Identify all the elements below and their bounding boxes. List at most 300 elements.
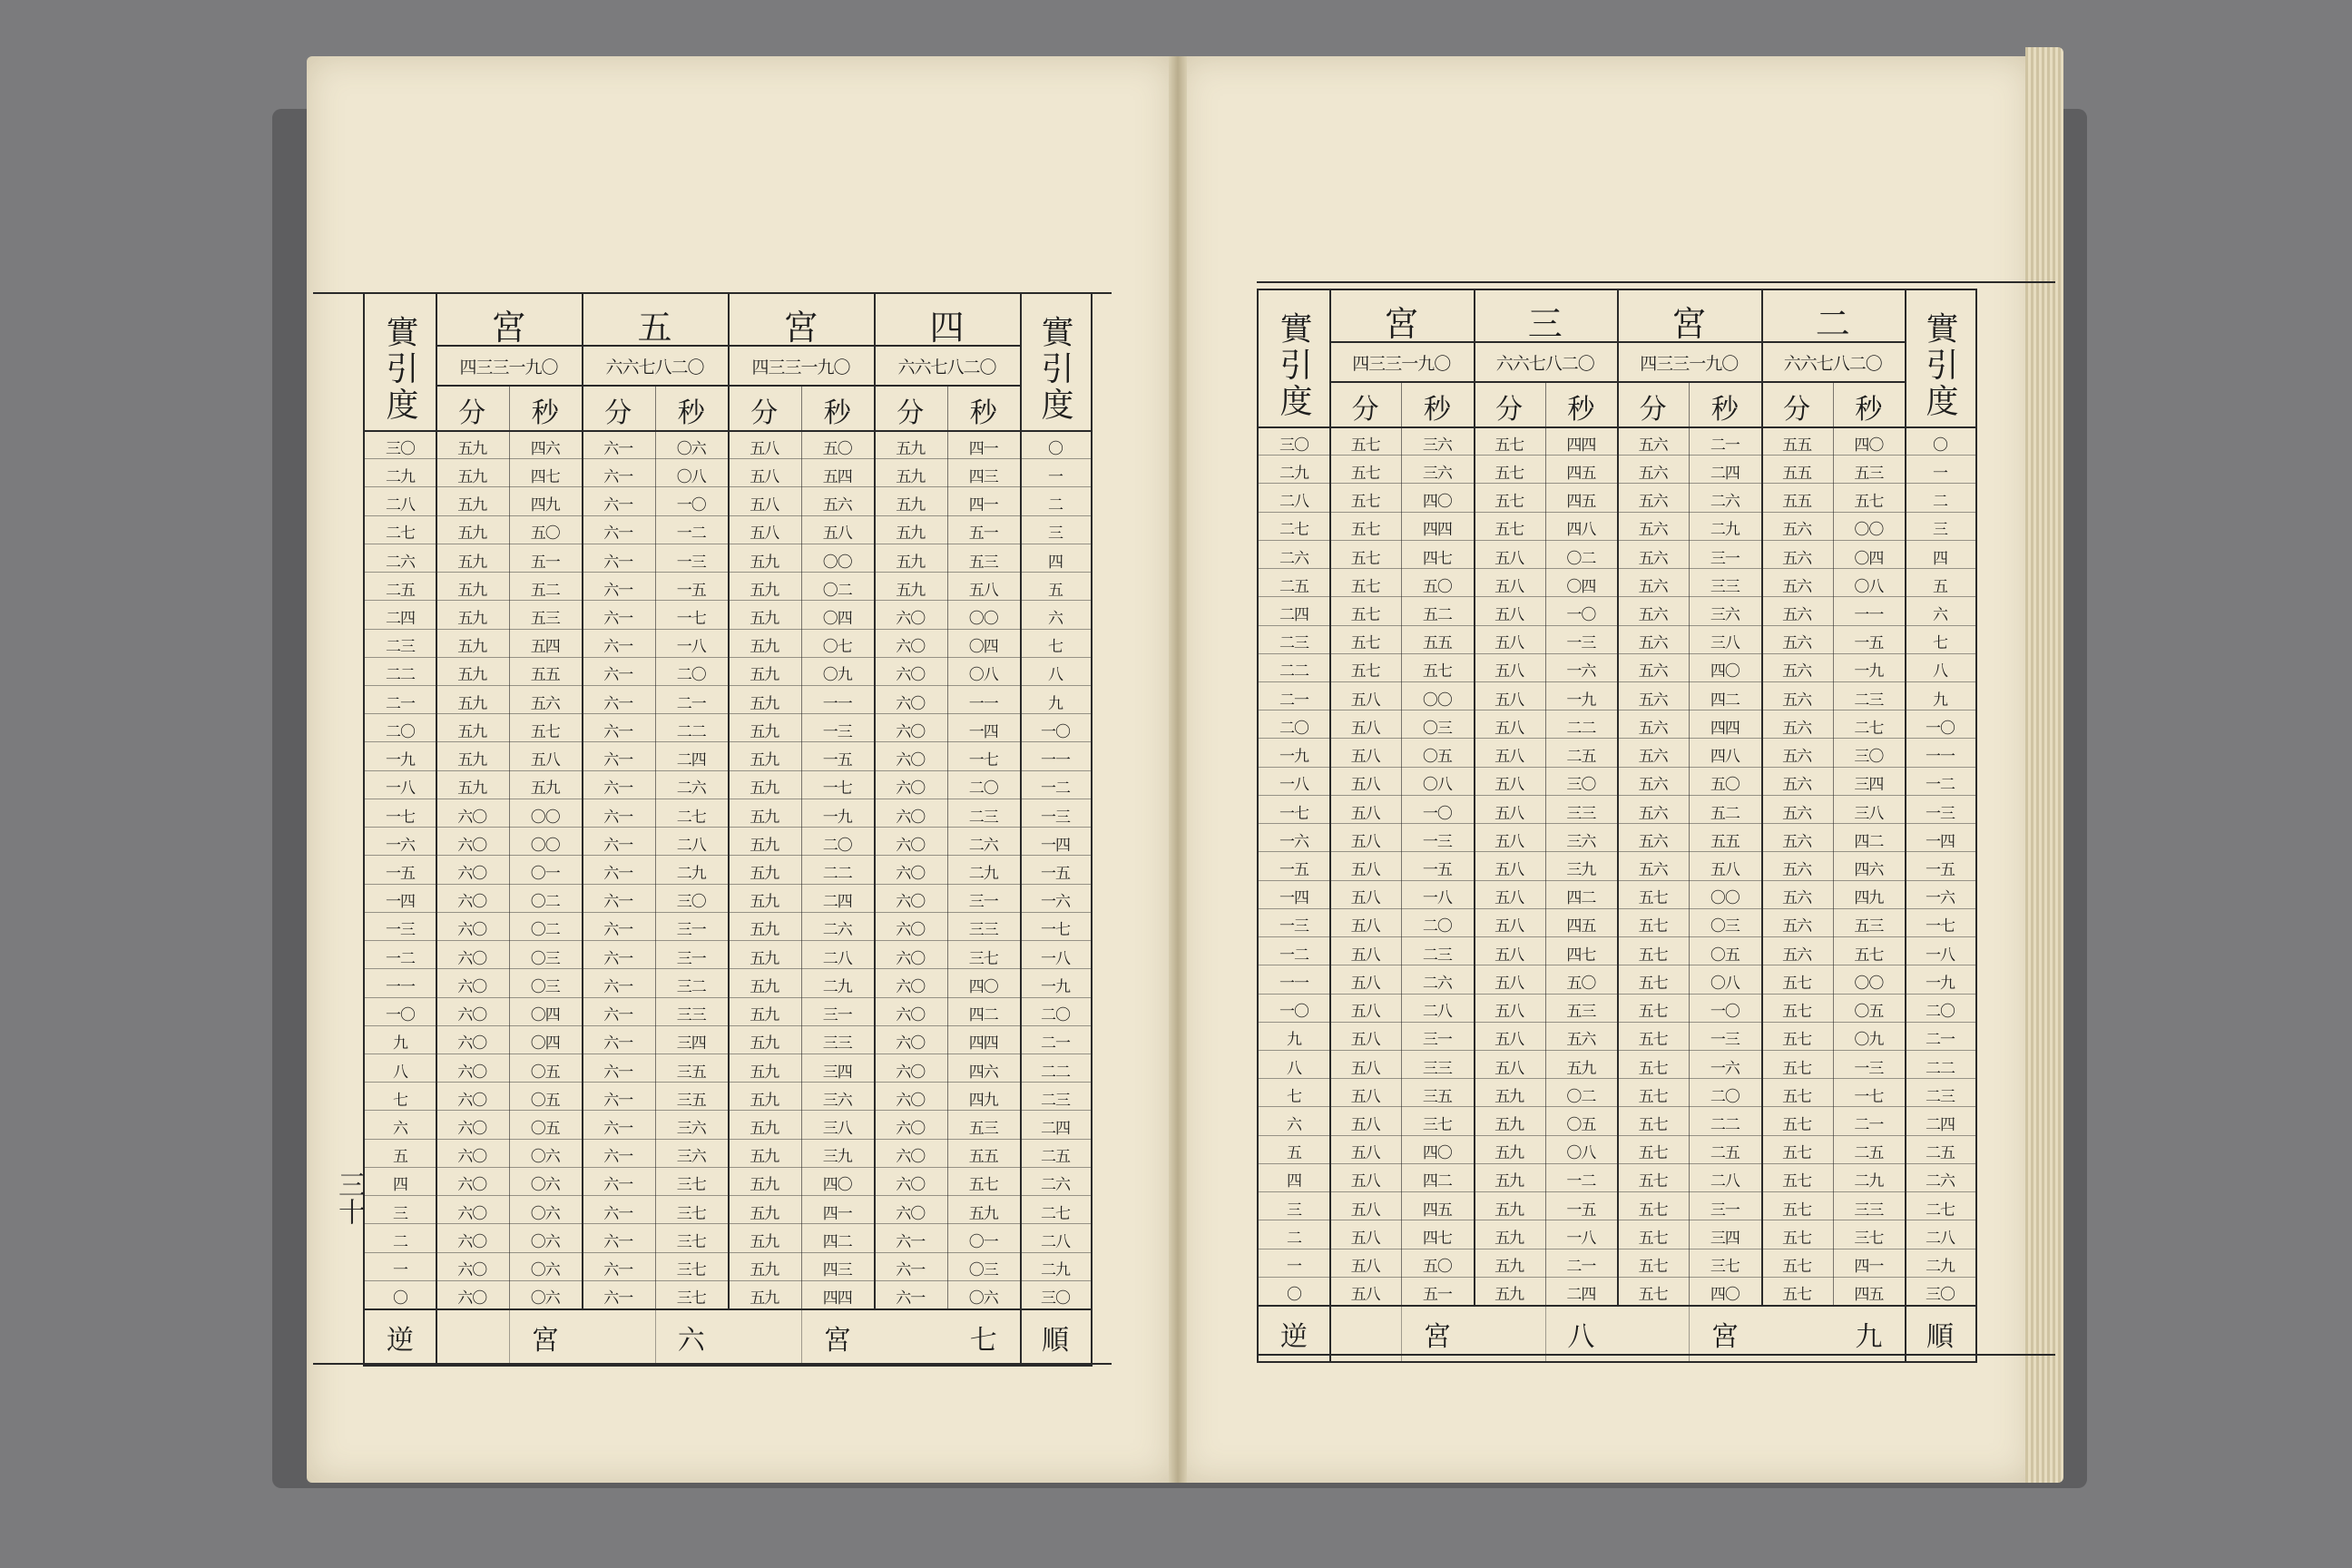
table-cell: 五七 <box>1782 1031 1812 1050</box>
table-cell-right-degree: 一六 <box>1926 889 1955 908</box>
table-cell-left-degree: 二〇 <box>386 722 415 741</box>
table-cell: 五八 <box>1350 1116 1380 1135</box>
table-cell-left-degree: 八 <box>393 1063 407 1082</box>
table-cell: 三三 <box>1854 1200 1884 1220</box>
table-cell: 五七 <box>1782 974 1812 993</box>
table-cell: 五九 <box>1494 1172 1524 1191</box>
table-cell: 〇五 <box>1854 1003 1884 1022</box>
table-cell: 五六 <box>1638 804 1668 823</box>
table-cell-right-degree: 二七 <box>1926 1200 1955 1220</box>
table-cell: 一七 <box>676 609 706 628</box>
table-cell: 二二 <box>1566 719 1596 738</box>
table-cell-left-degree: 二三 <box>386 638 415 657</box>
row-rule <box>365 515 1091 516</box>
table-cell: 五三 <box>530 609 560 628</box>
table-cell-left-degree: 一一 <box>386 977 415 996</box>
table-cell-right-degree: 八 <box>1933 662 1947 681</box>
table-cell-left-degree: 一一 <box>1279 974 1308 993</box>
table-cell: 四四 <box>1422 521 1452 540</box>
table-cell: 四二 <box>1566 889 1596 908</box>
table-cell: 二四 <box>1566 1286 1596 1305</box>
table-cell: 一〇 <box>676 496 706 515</box>
table-cell: 五九 <box>750 779 779 799</box>
row-rule <box>1259 512 1975 513</box>
table-cell: 五六 <box>1638 634 1668 653</box>
row-rule <box>365 486 1091 487</box>
table-cell: 五〇 <box>1710 776 1740 795</box>
table-cell: 二四 <box>822 893 852 912</box>
table-cell: 五八 <box>1350 804 1380 823</box>
table-cell: 五九 <box>750 865 779 883</box>
table-cell-left-degree: 四 <box>393 1176 407 1195</box>
table-cell: 五八 <box>1350 889 1380 908</box>
top-header-label: 宮 <box>491 308 526 348</box>
table-cell: 三六 <box>676 1148 706 1167</box>
table-cell: 五九 <box>1494 1087 1524 1106</box>
table-cell: 五七 <box>1782 1200 1812 1220</box>
footer-label: 八 <box>1567 1321 1595 1353</box>
row-rule <box>1259 738 1975 739</box>
footer-label: 六 <box>677 1325 705 1357</box>
table-cell: 五九 <box>457 694 487 713</box>
table-cell: 五七 <box>1638 917 1668 936</box>
table-cell-right-degree: 一七 <box>1041 921 1070 940</box>
table-cell: 五七 <box>1350 634 1380 653</box>
table-cell: 五七 <box>1638 1229 1668 1248</box>
table-cell: 〇八 <box>1422 776 1452 795</box>
table-cell: 〇五 <box>530 1120 560 1139</box>
book-gutter <box>1169 56 1187 1483</box>
table-cell-left-degree: 一三 <box>386 921 415 940</box>
table-cell-right-degree: 九 <box>1048 694 1063 713</box>
table-cell: 五八 <box>968 581 998 600</box>
row-rule <box>1259 653 1975 654</box>
table-cell-right-degree: 四 <box>1048 553 1063 572</box>
table-cell: 三七 <box>1422 1116 1452 1135</box>
table-cell: 五九 <box>457 751 487 770</box>
table-cell: 五七 <box>1638 889 1668 908</box>
table-cell-left-degree: 二九 <box>1279 464 1308 483</box>
table-cell: 六〇 <box>896 865 926 883</box>
table-cell-right-degree: 五 <box>1933 577 1947 596</box>
table-cell: 五八 <box>1494 634 1524 653</box>
table-cell: 五八 <box>1350 974 1380 993</box>
table-cell: 一三 <box>1566 634 1596 653</box>
table-cell: 一三 <box>1710 1031 1740 1050</box>
table-cell-right-degree: 二五 <box>1041 1148 1070 1167</box>
table-cell: 四一 <box>968 496 998 515</box>
table-cell-left-degree: 二四 <box>386 609 415 628</box>
table-cell-right-degree: 二 <box>1048 496 1063 515</box>
table-cell-right-degree: 三〇 <box>1041 1289 1070 1308</box>
table-cell: 五九 <box>457 722 487 741</box>
row-rule <box>1259 1163 1975 1164</box>
table-cell: 六〇 <box>457 836 487 855</box>
table-cell-left-degree: 八 <box>1287 1059 1301 1078</box>
table-cell: 五九 <box>750 638 779 657</box>
table-cell-right-degree: 二一 <box>1041 1034 1070 1054</box>
table-cell: 五六 <box>1638 748 1668 767</box>
row-rule <box>1259 1135 1975 1136</box>
table-cell-right-degree: 二二 <box>1041 1063 1070 1082</box>
row-rule <box>365 713 1091 714</box>
group-header: 六六七八二〇 <box>605 358 704 377</box>
table-cell: 五七 <box>1854 946 1884 965</box>
table-cell: 三六 <box>1710 605 1740 624</box>
table-cell: 五七 <box>1638 1116 1668 1135</box>
table-cell-right-degree: 〇 <box>1933 436 1947 455</box>
row-rule <box>1259 540 1975 541</box>
table-cell: 五六 <box>1782 634 1812 653</box>
footer-label: 宮 <box>823 1325 851 1357</box>
row-rule <box>1259 1249 1975 1250</box>
group-header: 六六七八二〇 <box>1783 354 1882 374</box>
table-cell-right-degree: 一九 <box>1926 974 1955 993</box>
table-cell: 五五 <box>1422 634 1452 653</box>
table-cell: 五九 <box>530 779 560 799</box>
table-cell: 五九 <box>1494 1200 1524 1220</box>
sub-header: 分 <box>897 397 925 429</box>
table-cell-right-degree: 一二 <box>1926 776 1955 795</box>
table-cell: 〇二 <box>1566 1087 1596 1106</box>
table-cell: 一三 <box>1422 832 1452 851</box>
table-cell: 一一 <box>822 694 852 713</box>
table-cell: 五七 <box>1638 1059 1668 1078</box>
table-cell: 三七 <box>676 1261 706 1280</box>
table-cell: 五八 <box>1494 832 1524 851</box>
table-cell: 四四 <box>1566 436 1596 455</box>
table-cell: 四一 <box>1854 1258 1884 1277</box>
table-cell: 二九 <box>1710 521 1740 540</box>
table-cell: 五七 <box>1782 1087 1812 1106</box>
table-cell: 四六 <box>968 1063 998 1082</box>
table-cell: 五七 <box>1782 1229 1812 1248</box>
row-rule <box>365 1280 1091 1281</box>
table-cell: 二九 <box>1854 1172 1884 1191</box>
table-cell: 五八 <box>530 751 560 770</box>
sub-header: 秒 <box>1855 394 1883 426</box>
table-cell: 〇二 <box>1566 549 1596 568</box>
table-cell: 二三 <box>968 808 998 827</box>
table-cell: 〇四 <box>968 638 998 657</box>
table-cell: 五八 <box>1494 776 1524 795</box>
table-cell: 一五 <box>1566 1200 1596 1220</box>
table-cell: 〇〇 <box>1854 521 1884 540</box>
group-header: 六六七八二〇 <box>1495 354 1594 374</box>
table-cell: 三一 <box>1422 1031 1452 1050</box>
table-cell: 三七 <box>968 949 998 968</box>
table-cell: 六一 <box>603 865 633 883</box>
table-cell: 〇六 <box>968 1289 998 1308</box>
table-cell: 二〇 <box>676 666 706 685</box>
table-cell: 六一 <box>603 467 633 486</box>
table-cell: 二九 <box>676 865 706 883</box>
row-rule <box>1259 880 1975 881</box>
table-cell: 六一 <box>603 1148 633 1167</box>
table-cell: 二〇 <box>1422 917 1452 936</box>
table-cell: 五八 <box>1710 861 1740 879</box>
table-cell-right-degree: 四 <box>1933 549 1947 568</box>
table-cell: 〇五 <box>1566 1116 1596 1135</box>
table-cell: 三三 <box>1566 804 1596 823</box>
table-cell: 二七 <box>676 808 706 827</box>
table-cell: 三〇 <box>1854 748 1884 767</box>
table-cell: 六〇 <box>457 1006 487 1025</box>
table-cell: 五六 <box>1782 521 1812 540</box>
table-cell-left-degree: 〇 <box>1287 1286 1301 1305</box>
table-cell: 二九 <box>968 865 998 883</box>
footer-label: 九 <box>1855 1321 1883 1353</box>
table-cell: 六一 <box>603 439 633 458</box>
table-cell-right-degree: 一三 <box>1041 808 1070 827</box>
top-header-label: 宮 <box>783 308 818 348</box>
table-cell: 五九 <box>1566 1059 1596 1078</box>
table-cell: 三八 <box>1854 804 1884 823</box>
table-cell-left-degree: 一九 <box>1279 748 1308 767</box>
table-cell: 一八 <box>676 638 706 657</box>
table-cell: 四六 <box>530 439 560 458</box>
table-cell: 四三 <box>968 467 998 486</box>
row-rule <box>1259 681 1975 682</box>
table-cell: 五八 <box>1350 946 1380 965</box>
table-cell-right-degree: 三 <box>1933 521 1947 540</box>
row-rule <box>365 1139 1091 1140</box>
table-cell: 六〇 <box>457 865 487 883</box>
table-cell: 六一 <box>603 893 633 912</box>
table-cell: 四八 <box>1710 748 1740 767</box>
row-rule <box>365 827 1091 828</box>
table-cell: 二三 <box>1422 946 1452 965</box>
row-rule <box>365 997 1091 998</box>
table-cell: 〇四 <box>822 609 852 628</box>
table-cell: 一五 <box>1422 861 1452 879</box>
table-cell-left-degree: 一〇 <box>1279 1003 1308 1022</box>
table-cell: 五八 <box>1494 804 1524 823</box>
table-cell: 五七 <box>1350 521 1380 540</box>
table-cell: 〇四 <box>530 1034 560 1054</box>
footer-rule <box>1259 1305 1975 1307</box>
table-cell: 五六 <box>1638 691 1668 710</box>
table-cell-left-degree: 一四 <box>386 893 415 912</box>
table-cell-left-degree: 一二 <box>386 949 415 968</box>
table-cell: 三六 <box>1422 436 1452 455</box>
sub-header: 秒 <box>677 397 705 429</box>
table-cell-right-degree: 一七 <box>1926 917 1955 936</box>
sub-header: 秒 <box>1567 394 1595 426</box>
table-cell: 五七 <box>1350 605 1380 624</box>
table-cell: 四四 <box>822 1289 852 1308</box>
table-cell-right-degree: 〇 <box>1048 439 1063 458</box>
table-cell: 五九 <box>750 694 779 713</box>
table-cell: 六〇 <box>457 977 487 996</box>
table-cell-left-degree: 二三 <box>1279 634 1308 653</box>
table-cell: 五九 <box>750 1176 779 1195</box>
table-cell: 二八 <box>676 836 706 855</box>
table-cell: 五八 <box>1494 974 1524 993</box>
table-cell: 五九 <box>896 524 926 544</box>
table-cell: 二八 <box>822 949 852 968</box>
table-cell: 三七 <box>676 1289 706 1308</box>
table-cell: 三〇 <box>676 893 706 912</box>
table-cell: 一〇 <box>1710 1003 1740 1022</box>
table-cell: 五八 <box>1494 748 1524 767</box>
table-cell-right-degree: 二三 <box>1041 1091 1070 1110</box>
table-cell: 五七 <box>1638 1087 1668 1106</box>
table-cell: 四三 <box>822 1261 852 1280</box>
table-cell: 〇八 <box>1710 974 1740 993</box>
row-rule <box>365 629 1091 630</box>
table-cell: 六一 <box>603 1034 633 1054</box>
table-cell-right-degree: 一二 <box>1041 779 1070 799</box>
table-cell: 五〇 <box>1566 974 1596 993</box>
table-cell-left-degree: 二〇 <box>1279 719 1308 738</box>
table-cell: 五九 <box>457 553 487 572</box>
group-header: 四三三一九〇 <box>1640 354 1739 374</box>
table-cell: 五六 <box>530 694 560 713</box>
table-cell: 五八 <box>1350 748 1380 767</box>
table-cell: 五八 <box>1494 1003 1524 1022</box>
row-rule <box>365 940 1091 941</box>
table-cell: 六〇 <box>457 1148 487 1167</box>
table-cell: 五八 <box>1494 691 1524 710</box>
table-cell: 一五 <box>676 581 706 600</box>
table-cell: 五七 <box>1638 974 1668 993</box>
table-cell-right-degree: 二六 <box>1926 1172 1955 1191</box>
top-header-label: 宮 <box>1671 304 1707 344</box>
table-cell: 六〇 <box>457 1120 487 1139</box>
table-cell: 五八 <box>1494 662 1524 681</box>
table-cell: 〇五 <box>1422 748 1452 767</box>
table-cell: 五七 <box>1782 1144 1812 1163</box>
table-cell: 五六 <box>1782 889 1812 908</box>
row-rule <box>1259 1106 1975 1107</box>
table-cell: 五六 <box>1782 776 1812 795</box>
table-cell: 五八 <box>1494 917 1524 936</box>
table-cell-left-degree: 一九 <box>386 751 415 770</box>
table-cell: 五九 <box>750 1120 779 1139</box>
table-cell: 六〇 <box>896 722 926 741</box>
table-cell: 六〇 <box>896 751 926 770</box>
table-cell: 五八 <box>1350 1172 1380 1191</box>
table-cell: 五七 <box>1638 1003 1668 1022</box>
table-cell: 五八 <box>1350 832 1380 851</box>
table-cell: 五七 <box>1350 577 1380 596</box>
table-cell: 〇二 <box>822 581 852 600</box>
table-cell-left-degree: 二九 <box>386 467 415 486</box>
table-cell: 〇九 <box>1854 1031 1884 1050</box>
table-cell-right-degree: 七 <box>1048 638 1063 657</box>
table-cell: 五八 <box>1350 1200 1380 1220</box>
table-cell-right-degree: 二八 <box>1926 1229 1955 1248</box>
table-cell: 三三 <box>676 1006 706 1025</box>
table-cell: 五八 <box>750 524 779 544</box>
table-cell-left-degree: 三 <box>1287 1200 1301 1220</box>
table-cell: 二三 <box>1854 691 1884 710</box>
table-cell: 六〇 <box>896 638 926 657</box>
table-cell: 五三 <box>968 553 998 572</box>
table-cell: 三一 <box>822 1006 852 1025</box>
table-cell-left-degree: 一 <box>1287 1258 1301 1277</box>
table-cell-left-degree: 一三 <box>1279 917 1308 936</box>
table-cell: 四〇 <box>1854 436 1884 455</box>
table-cell: 五六 <box>1638 861 1668 879</box>
row-rule <box>1259 994 1975 995</box>
table-cell: 四四 <box>968 1034 998 1054</box>
table-cell: 五八 <box>1494 1031 1524 1050</box>
table-cell: 五七 <box>1422 662 1452 681</box>
table-cell: 三五 <box>676 1091 706 1110</box>
sub-header: 秒 <box>531 397 559 429</box>
table-cell: 五七 <box>1350 436 1380 455</box>
table-cell: 五六 <box>1638 719 1668 738</box>
table-cell: 五六 <box>1782 804 1812 823</box>
table-cell: 五八 <box>1350 1031 1380 1050</box>
table-cell: 三一 <box>968 893 998 912</box>
table-cell: 五三 <box>1854 917 1884 936</box>
table-cell: 五九 <box>750 1006 779 1025</box>
table-cell: 五八 <box>1350 917 1380 936</box>
table-cell: 六〇 <box>896 1148 926 1167</box>
table-cell-right-degree: 二七 <box>1041 1204 1070 1223</box>
table-cell: 一七 <box>1854 1087 1884 1106</box>
group-header: 四三三一九〇 <box>751 358 850 377</box>
table-cell: 五五 <box>530 666 560 685</box>
table-cell: 五六 <box>1638 832 1668 851</box>
sub-header: 分 <box>1351 394 1379 426</box>
table-cell: 五六 <box>1782 832 1812 851</box>
table-cell-right-degree: 一三 <box>1926 804 1955 823</box>
table-cell-right-degree: 一九 <box>1041 977 1070 996</box>
table-cell-right-degree: 五 <box>1048 581 1063 600</box>
table-cell: 六〇 <box>457 1232 487 1251</box>
table-cell-left-degree: 二七 <box>1279 521 1308 540</box>
table-cell: 六〇 <box>457 1261 487 1280</box>
table-cell: 六一 <box>603 638 633 657</box>
table-cell: 〇三 <box>530 977 560 996</box>
sub-header: 分 <box>604 397 632 429</box>
table-cell: 〇三 <box>968 1261 998 1280</box>
table-cell: 六一 <box>603 1261 633 1280</box>
table-cell: 五八 <box>1494 577 1524 596</box>
sub-header: 分 <box>1495 394 1524 426</box>
table-cell: 二二 <box>822 865 852 883</box>
table-cell: 一〇 <box>1566 605 1596 624</box>
table-cell: 〇六 <box>676 439 706 458</box>
table-cell: 五六 <box>1638 521 1668 540</box>
table-cell: 二八 <box>1710 1172 1740 1191</box>
table-cell: 五六 <box>1782 549 1812 568</box>
table-cell: 四一 <box>968 439 998 458</box>
table-cell: 二一 <box>1854 1116 1884 1135</box>
table-cell: 五七 <box>1350 493 1380 512</box>
table-cell-right-degree: 二一 <box>1926 1031 1955 1050</box>
table-cell: 六一 <box>896 1232 926 1251</box>
table-cell-left-degree: 二 <box>393 1232 407 1251</box>
table-cell: 五八 <box>1494 605 1524 624</box>
table-cell: 一二 <box>676 524 706 544</box>
table-cell: 五七 <box>1782 1258 1812 1277</box>
table-cell: 五九 <box>750 921 779 940</box>
row-rule <box>365 1082 1091 1083</box>
table-cell: 三七 <box>1710 1258 1740 1277</box>
group-header: 四三三一九〇 <box>1352 354 1451 374</box>
table-cell: 二六 <box>1710 493 1740 512</box>
table-cell: 四二 <box>1710 691 1740 710</box>
row-rule <box>365 1110 1091 1111</box>
table-cell: 四二 <box>1422 1172 1452 1191</box>
row-rule <box>365 458 1091 459</box>
table-cell: 五九 <box>1494 1286 1524 1305</box>
